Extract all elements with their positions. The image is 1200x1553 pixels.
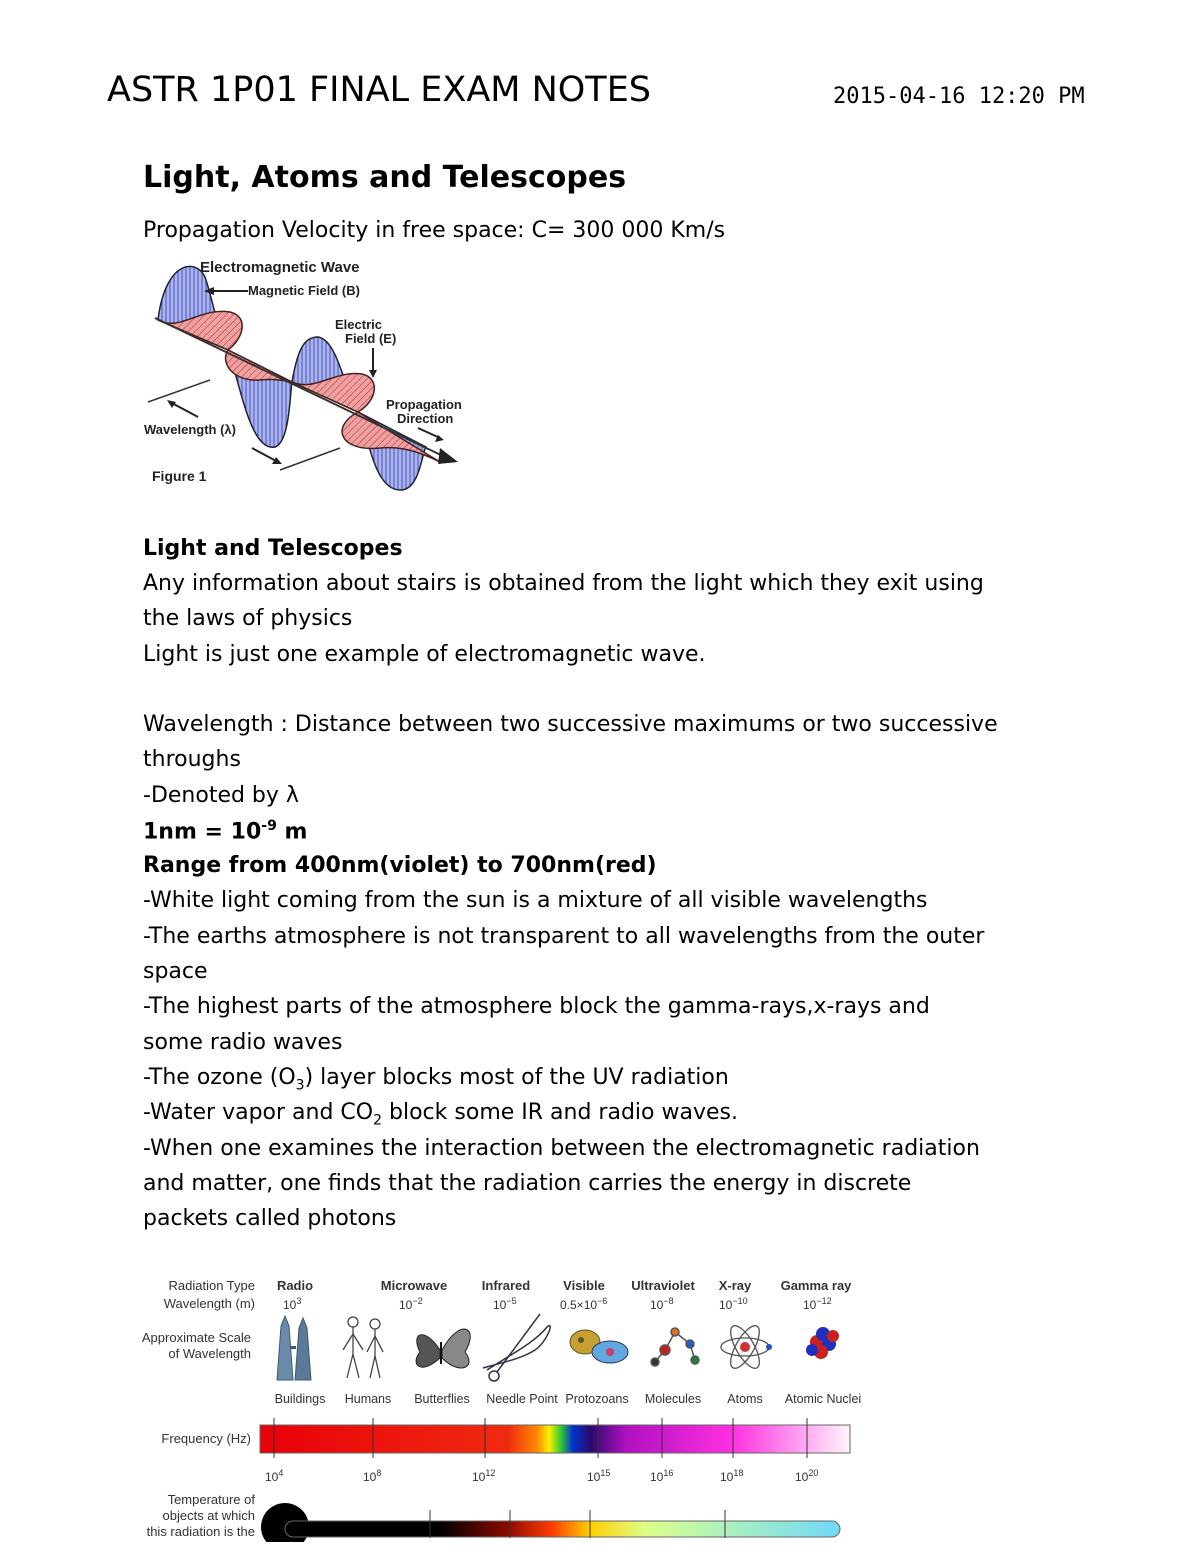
propagation-arrowhead bbox=[438, 448, 458, 464]
paragraph-line: Light is just one example of electromagnetic wave. bbox=[143, 642, 706, 667]
temperature-row-label-2: objects at which bbox=[162, 1508, 255, 1523]
visible-range-line: Range from 400nm(violet) to 700nm(red) bbox=[143, 853, 657, 878]
wavelength-radio: $10^3$ bbox=[283, 1296, 302, 1312]
paragraph-line: -Denoted by λ bbox=[143, 783, 299, 808]
paragraph-line: -White light coming from the sun is a mixture of all visible wavelengths bbox=[143, 888, 928, 913]
paragraph-line: -The earths atmosphere is not transparent to all wavelengths from the outer bbox=[143, 924, 985, 949]
paragraph-line: -The highest parts of the atmosphere block the gamma-rays,x-rays and bbox=[143, 994, 930, 1019]
freq-label: $10^8$ bbox=[363, 1468, 382, 1484]
nucleus-icon bbox=[806, 1327, 839, 1359]
scale-needle-point: Needle Point bbox=[486, 1392, 558, 1406]
scale-butterflies: Butterflies bbox=[414, 1392, 470, 1406]
wavelength-infrared: $10^{-5}$ bbox=[493, 1296, 517, 1312]
type-infrared: Infrared bbox=[481, 1278, 531, 1293]
scale-atomic-nuclei: Atomic Nuclei bbox=[784, 1392, 862, 1406]
scale-protozoans: Protozoans bbox=[565, 1392, 629, 1406]
scale-molecules: Molecules bbox=[644, 1392, 702, 1406]
paragraph-line: some radio waves bbox=[143, 1030, 343, 1055]
paragraph-line: Wavelength : Distance between two successive maximums or two successive bbox=[143, 712, 998, 737]
needle-icon bbox=[483, 1314, 550, 1381]
wavelength-xray: $10^{-10}$ bbox=[719, 1296, 748, 1312]
water-vapor-line: -Water vapor and $CO_2$ block some IR and radio waves. bbox=[143, 1100, 738, 1129]
subsection-title: Light and Telescopes bbox=[143, 536, 403, 561]
type-xray: X-ray bbox=[718, 1278, 752, 1293]
freq-label: $10^{12}$ bbox=[472, 1468, 496, 1484]
type-microwave: Microwave bbox=[380, 1278, 448, 1293]
section-title: Light, Atoms and Telescopes bbox=[143, 160, 627, 195]
paragraph-line: packets called photons bbox=[143, 1206, 397, 1231]
freq-label: $10^{20}$ bbox=[795, 1468, 819, 1484]
wavelength-row-label: Wavelength (m) bbox=[163, 1296, 255, 1311]
scale-humans: Humans bbox=[344, 1392, 392, 1406]
frequency-labels bbox=[265, 1468, 818, 1484]
document-datetime: 2015-04-16 12:20 PM bbox=[833, 84, 1085, 109]
document-title: ASTR 1P01 FINAL EXAM NOTES bbox=[107, 70, 652, 110]
scale-row-label-1: Approximate Scale bbox=[141, 1330, 251, 1345]
temperature-bar bbox=[285, 1521, 840, 1537]
type-visible: Visible bbox=[563, 1278, 605, 1293]
wavelength-ultraviolet: $10^{-8}$ bbox=[650, 1296, 674, 1312]
scale-row-label-2: of Wavelength bbox=[168, 1346, 251, 1361]
propagation-label-1: Propagation bbox=[386, 397, 462, 412]
figure-title: Electromagnetic Wave bbox=[200, 259, 360, 276]
protozoan-icon bbox=[570, 1330, 628, 1363]
velocity-line: Propagation Velocity in free space: C= 300 000 Km/s bbox=[143, 218, 726, 243]
butterfly-icon bbox=[416, 1329, 470, 1368]
scale-buildings: Buildings bbox=[274, 1392, 326, 1406]
paragraph-line: -When one examines the interaction between the electromagnetic radiation bbox=[143, 1136, 980, 1161]
electric-field-label-2: Field (E) bbox=[345, 331, 397, 346]
radiation-type-row-label: Radiation Type bbox=[168, 1278, 255, 1293]
type-ultraviolet: Ultraviolet bbox=[631, 1278, 695, 1293]
temperature-row-label-1: Temperature of bbox=[167, 1492, 255, 1507]
wavelength-visible: $0.5\times 10^{-6}$ bbox=[560, 1296, 608, 1312]
paragraph-line: the laws of physics bbox=[143, 606, 353, 631]
molecule-icon bbox=[651, 1328, 699, 1366]
radiation-types bbox=[277, 1278, 852, 1293]
frequency-row-label: Frequency (Hz) bbox=[161, 1431, 251, 1446]
ozone-line: -The ozone $(O_3)$ layer blocks most of the UV radiation bbox=[143, 1065, 729, 1094]
em-spectrum-figure bbox=[135, 1272, 870, 1542]
wavelength-gamma: $10^{-12}$ bbox=[803, 1296, 832, 1312]
electric-field-label-1: Electric bbox=[335, 317, 382, 332]
humans-icon bbox=[343, 1317, 383, 1378]
buildings-icon bbox=[277, 1316, 311, 1380]
nanometer-definition: $1nm = 10^{-9}$ m bbox=[143, 818, 308, 845]
type-gamma: Gamma ray bbox=[780, 1278, 852, 1293]
figure-caption: Figure 1 bbox=[152, 468, 207, 484]
wavelength-values bbox=[283, 1296, 832, 1312]
atom-icon bbox=[721, 1322, 772, 1373]
scale-atoms: Atoms bbox=[727, 1392, 763, 1406]
wavelength-microwave: $10^{-2}$ bbox=[399, 1296, 423, 1312]
electromagnetic-wave-figure bbox=[140, 252, 485, 497]
freq-label: $10^4$ bbox=[265, 1468, 284, 1484]
type-radio: Radio bbox=[276, 1278, 314, 1293]
paragraph-line: space bbox=[143, 959, 208, 984]
freq-label: $10^{16}$ bbox=[650, 1468, 674, 1484]
paragraph-line: throughs bbox=[143, 747, 241, 772]
paragraph-line: Any information about stairs is obtained from the light which they exit using bbox=[143, 571, 984, 596]
freq-label: $10^{18}$ bbox=[720, 1468, 744, 1484]
paragraph-line: and matter, one finds that the radiation carries the energy in discrete bbox=[143, 1171, 912, 1196]
wavelength-label: Wavelength (λ) bbox=[144, 422, 236, 437]
freq-label: $10^{15}$ bbox=[587, 1468, 611, 1484]
magnetic-field-label: Magnetic Field (B) bbox=[248, 283, 360, 298]
propagation-label-2: Direction bbox=[397, 411, 454, 426]
frequency-bar bbox=[260, 1425, 850, 1453]
temperature-row-label-3: this radiation is the bbox=[146, 1524, 255, 1539]
